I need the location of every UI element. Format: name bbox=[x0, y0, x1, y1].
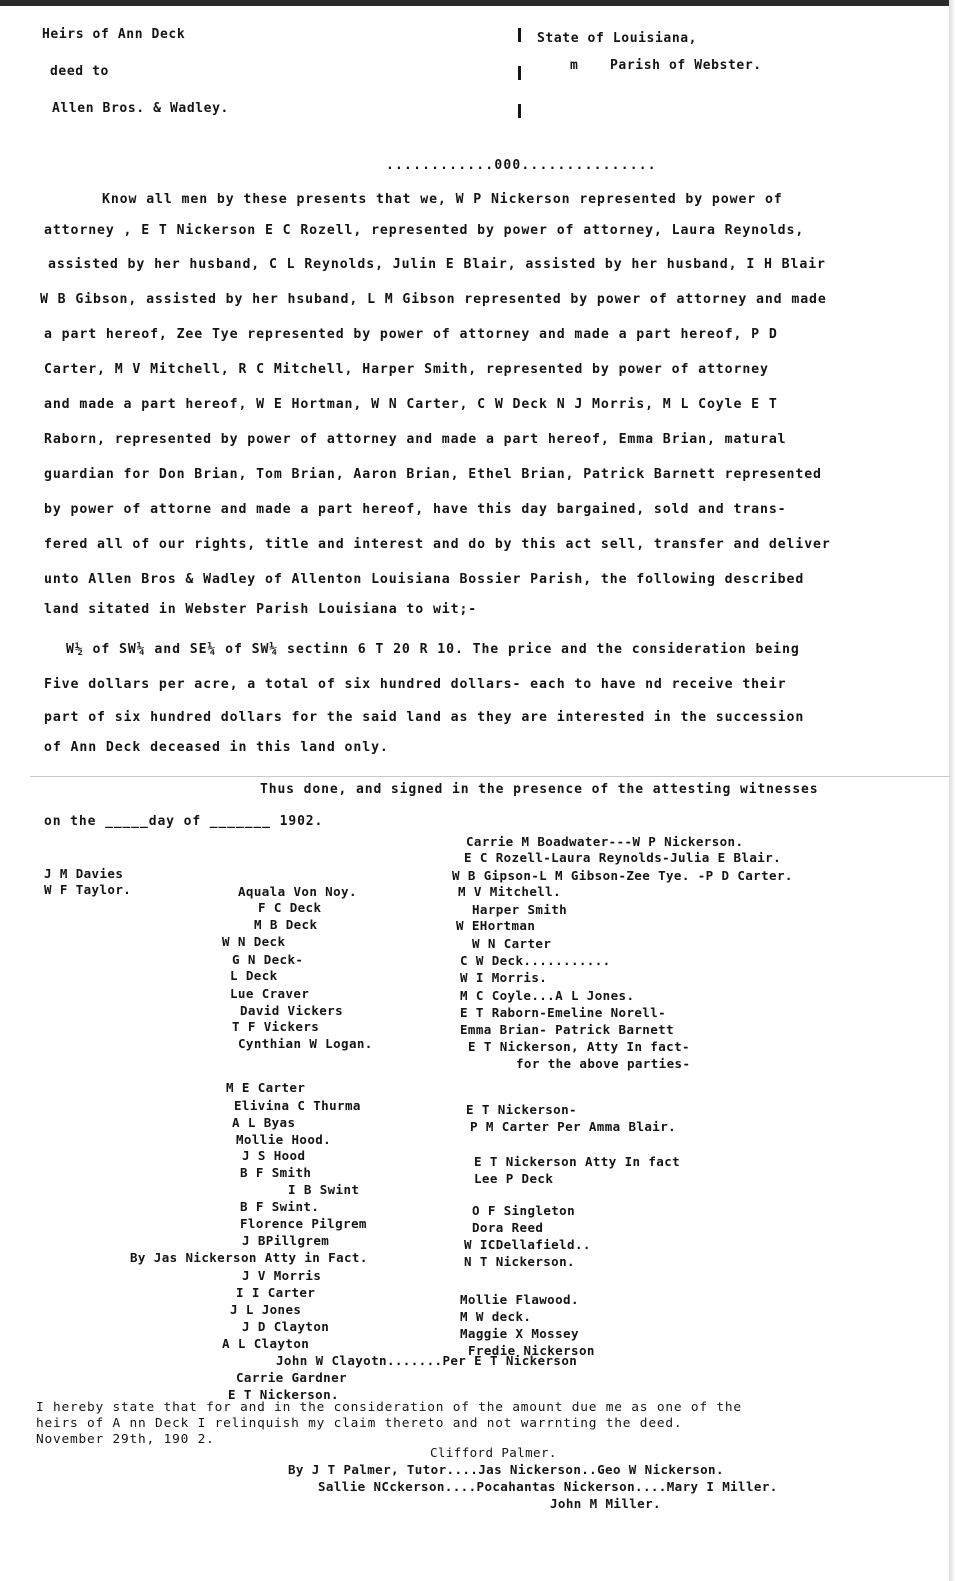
signature-name: L Deck bbox=[230, 968, 278, 983]
signature-name: M W deck. bbox=[460, 1309, 532, 1324]
body-line-13: land sitated in Webster Parish Louisiana to wit;- bbox=[44, 602, 478, 617]
body-line-7: and made a part hereof, W E Hortman, W N Carter, C W Deck N J Morris, M L Coyle E T bbox=[44, 397, 778, 412]
closing-signature: Clifford Palmer. bbox=[430, 1445, 557, 1460]
scan-right-edge bbox=[949, 0, 955, 1581]
signature-name: Lue Craver bbox=[230, 986, 310, 1001]
signature-name: I B Swint bbox=[288, 1182, 360, 1197]
signature-name: Harper Smith bbox=[472, 902, 568, 917]
body-line-8: Raborn, represented by power of attorney and made a part hereof, Emma Brian, matural bbox=[44, 432, 787, 447]
closing-signature: Sallie NCckerson....Pocahantas Nickerson....Mary I Miller. bbox=[318, 1479, 778, 1494]
header-parish: Parish of Webster. bbox=[610, 58, 762, 73]
signature-name: J D Clayton bbox=[242, 1319, 330, 1334]
signature-name: for the above parties- bbox=[516, 1056, 691, 1071]
body-line-17: of Ann Deck deceased in this land only. bbox=[44, 740, 389, 755]
signature-name: W N Deck bbox=[222, 934, 286, 949]
witness-name: W F Taylor. bbox=[44, 882, 132, 897]
signature-name: J V Morris bbox=[242, 1268, 322, 1283]
closing-line-1: I hereby state that for and in the consideration of the amount due me as one of the bbox=[36, 1400, 742, 1415]
header-bracket-mark bbox=[518, 66, 521, 80]
closing-line-2: heirs of A nn Deck I relinquish my claim thereto and not warrnting the deed. bbox=[36, 1416, 683, 1431]
closing-signature: John M Miller. bbox=[550, 1496, 661, 1511]
header-bracket-mark bbox=[518, 104, 521, 118]
closing-date: November 29th, 190 2. bbox=[36, 1432, 215, 1447]
scan-top-edge bbox=[0, 0, 955, 6]
signature-name: W I Morris. bbox=[460, 970, 548, 985]
signature-name: Lee P Deck bbox=[474, 1171, 554, 1186]
body-line-5: a part hereof, Zee Tye represented by power of attorney and made a part hereof, P D bbox=[44, 327, 778, 342]
signature-name: A L Clayton bbox=[222, 1336, 310, 1351]
signature-name: B F Smith bbox=[240, 1165, 312, 1180]
signature-name: O F Singleton bbox=[472, 1203, 576, 1218]
body-line-1: Know all men by these presents that we, W P Nickerson represented by power of bbox=[102, 192, 783, 207]
separator: ............000............... bbox=[386, 158, 657, 173]
signature-name: G N Deck- bbox=[232, 952, 304, 967]
signature-name: N T Nickerson. bbox=[464, 1254, 575, 1269]
closing-signature: By J T Palmer, Tutor....Jas Nickerson..Geo W Nickerson. bbox=[288, 1462, 724, 1477]
signature-name: J L Jones bbox=[230, 1302, 302, 1317]
signature-name: W B Gipson-L M Gibson-Zee Tye. -P D Carter. bbox=[452, 868, 793, 883]
signature-name: I I Carter bbox=[236, 1285, 316, 1300]
signature-name: Mollie Flawood. bbox=[460, 1292, 579, 1307]
signature-name: W N Carter bbox=[472, 936, 552, 951]
signature-name: Elivina C Thurma bbox=[234, 1098, 361, 1113]
signature-name: B F Swint. bbox=[240, 1199, 320, 1214]
signature-name: F C Deck bbox=[258, 900, 322, 915]
signature-name: C W Deck........... bbox=[460, 953, 611, 968]
signature-name: E T Raborn-Emeline Norell- bbox=[460, 1005, 667, 1020]
body-line-4: W B Gibson, assisted by her hsuband, L M Gibson represented by power of attorney and made bbox=[40, 292, 827, 307]
signature-name: M B Deck bbox=[254, 917, 318, 932]
body-line-16: part of six hundred dollars for the said land as they are interested in the succession bbox=[44, 710, 805, 725]
header-left-line-2: deed to bbox=[50, 64, 109, 79]
body-line-12: unto Allen Bros & Wadley of Allenton Louisiana Bossier Parish, the following described bbox=[44, 572, 805, 587]
signature-name: M C Coyle...A L Jones. bbox=[460, 988, 635, 1003]
signature-name: Carrie M Boadwater---W P Nickerson. bbox=[466, 834, 744, 849]
signature-name: John W Clayotn.......Per E T Nickerson bbox=[276, 1353, 578, 1368]
signature-name: P M Carter Per Amma Blair. bbox=[470, 1119, 677, 1134]
signature-name: E T Nickerson- bbox=[466, 1102, 577, 1117]
signature-name: E T Nickerson, Atty In fact- bbox=[468, 1039, 690, 1054]
signature-name: E C Rozell-Laura Reynolds-Julia E Blair. bbox=[464, 850, 782, 865]
signature-name: Emma Brian- Patrick Barnett bbox=[460, 1022, 674, 1037]
signature-name: E T Nickerson. bbox=[228, 1387, 339, 1402]
signature-name: J S Hood bbox=[242, 1148, 306, 1163]
attest-line-1: Thus done, and signed in the presence of the attesting witnesses bbox=[260, 782, 819, 797]
attest-line-2: on the _____day of _______ 1902. bbox=[44, 814, 324, 829]
signature-name: M E Carter bbox=[226, 1080, 306, 1095]
signature-name: W EHortman bbox=[456, 918, 536, 933]
signature-name: Dora Reed bbox=[472, 1220, 544, 1235]
signature-name: T F Vickers bbox=[232, 1019, 320, 1034]
signature-name: Florence Pilgrem bbox=[240, 1216, 367, 1231]
signature-name: Fredie Nickerson bbox=[468, 1343, 595, 1358]
signature-name: By Jas Nickerson Atty in Fact. bbox=[130, 1250, 368, 1265]
body-line-10: by power of attorne and made a part hereof, have this day bargained, sold and trans- bbox=[44, 502, 787, 517]
witness-name: J M Davies bbox=[44, 866, 124, 881]
header-state: State of Louisiana, bbox=[537, 31, 698, 46]
header-bracket-mark bbox=[518, 28, 521, 42]
body-line-15: Five dollars per acre, a total of six hundred dollars- each to have nd receive their bbox=[44, 677, 787, 692]
header-left-line-1: Heirs of Ann Deck bbox=[42, 27, 186, 42]
body-line-3: assisted by her husband, C L Reynolds, Julin E Blair, assisted by her husband, I H Blair bbox=[48, 257, 826, 272]
signature-name: Aquala Von Noy. bbox=[238, 884, 357, 899]
body-line-11: fered all of our rights, title and interest and do by this act sell, transfer and deliver bbox=[44, 537, 831, 552]
signature-name: Cynthian W Logan. bbox=[238, 1036, 373, 1051]
signature-name: J BPillgrem bbox=[242, 1233, 330, 1248]
header-left-line-3: Allen Bros. & Wadley. bbox=[52, 101, 229, 116]
signature-name: W ICDellafield.. bbox=[464, 1237, 591, 1252]
body-line-2: attorney , E T Nickerson E C Rozell, represented by power of attorney, Laura Reynolds, bbox=[44, 223, 805, 238]
signature-name: A L Byas bbox=[232, 1115, 296, 1130]
signature-name: Maggie X Mossey bbox=[460, 1326, 579, 1341]
body-line-6: Carter, M V Mitchell, R C Mitchell, Harper Smith, represented by power of attorney bbox=[44, 362, 769, 377]
signature-name: Mollie Hood. bbox=[236, 1132, 332, 1147]
signature-name: E T Nickerson Atty In fact bbox=[474, 1154, 681, 1169]
body-line-9: guardian for Don Brian, Tom Brian, Aaron Brian, Ethel Brian, Patrick Barnett represented bbox=[44, 467, 822, 482]
signature-name: Carrie Gardner bbox=[236, 1370, 347, 1385]
body-line-14: W½ of SW¼ and SE¼ of SW¼ sectinn 6 T 20 R 10. The price and the consideration being bbox=[66, 642, 800, 657]
scan-fold-line bbox=[30, 776, 950, 777]
signature-name: M V Mitchell. bbox=[458, 884, 562, 899]
signature-name: David Vickers bbox=[240, 1003, 344, 1018]
header-mark: m bbox=[570, 58, 579, 73]
